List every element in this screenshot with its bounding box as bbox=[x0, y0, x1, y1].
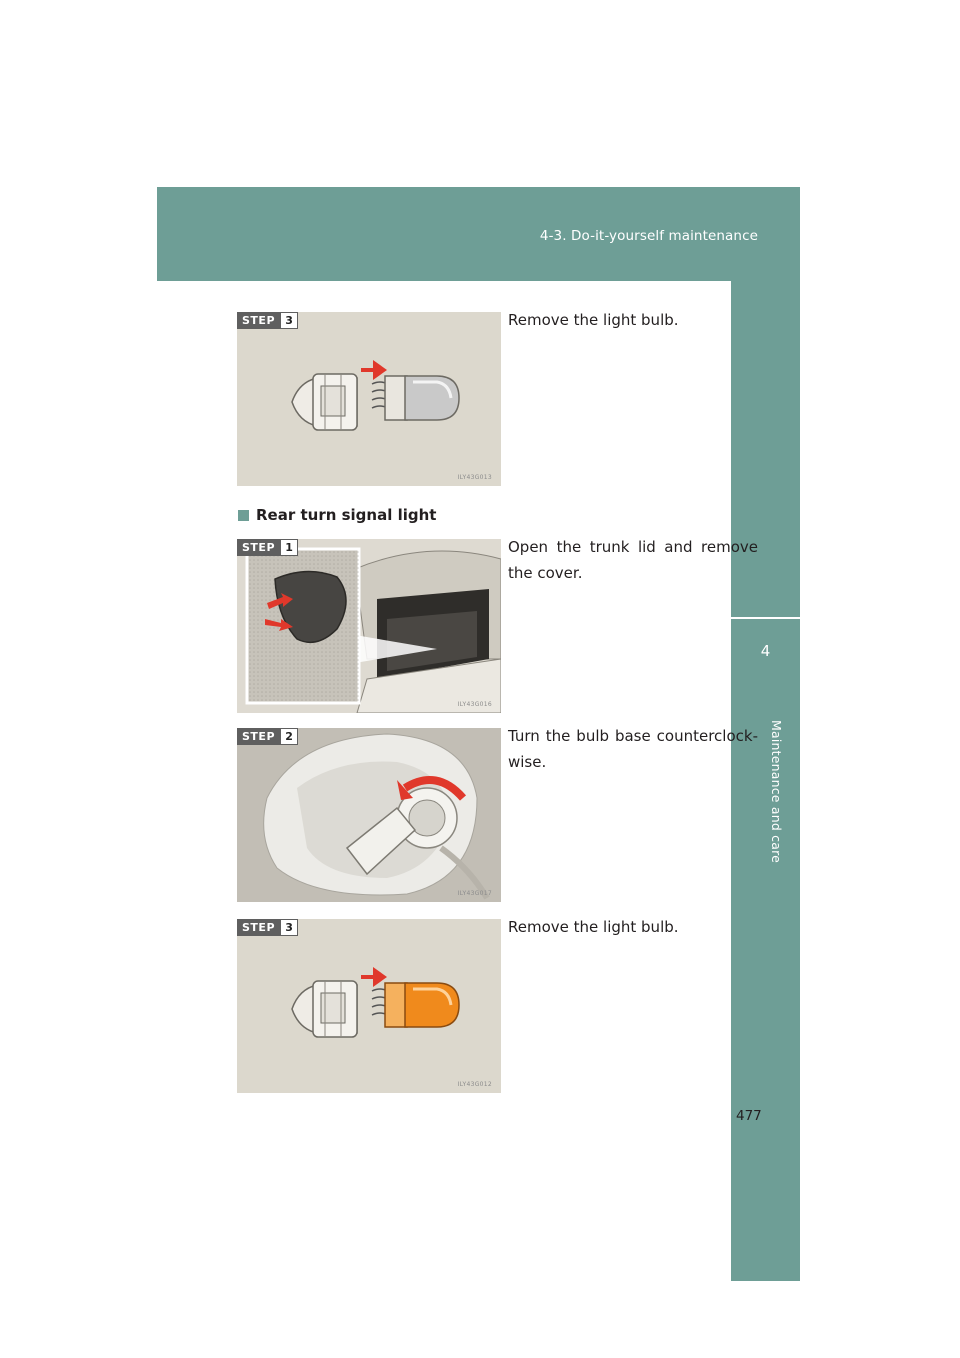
section-title: 4-3. Do-it-yourself maintenance bbox=[539, 228, 758, 244]
trunk-illustration bbox=[237, 539, 501, 713]
page-header bbox=[157, 187, 800, 281]
figure-code: ILY43G016 bbox=[457, 701, 492, 708]
chapter-title: Maintenance and care bbox=[769, 720, 784, 864]
step-number: 2 bbox=[280, 728, 298, 745]
step-badge: STEP 3 bbox=[237, 919, 298, 936]
step-badge: STEP 1 bbox=[237, 539, 298, 556]
side-tab-divider bbox=[731, 617, 800, 619]
figure-code: ILY43G013 bbox=[457, 474, 492, 481]
section-heading bbox=[238, 506, 436, 524]
step-instruction: Open the trunk lid and remove the cover. bbox=[508, 538, 758, 582]
step-number: 3 bbox=[280, 919, 298, 936]
step-instruction: Remove the light bulb. bbox=[508, 311, 679, 329]
step-badge: STEP 3 bbox=[237, 312, 298, 329]
figure-trunk-cover bbox=[237, 539, 501, 713]
page-number: 477 bbox=[736, 1108, 762, 1124]
figure-code: ILY43G012 bbox=[457, 1081, 492, 1088]
step-number: 1 bbox=[280, 539, 298, 556]
figure-code: ILY43G017 bbox=[457, 890, 492, 897]
step-instruction: Turn the bulb base counterclock-wise. bbox=[508, 727, 758, 771]
chapter-side-tab bbox=[731, 281, 800, 1281]
bulb-illustration bbox=[237, 312, 501, 486]
step-number: 3 bbox=[280, 312, 298, 329]
section-heading-text: Rear turn signal light bbox=[256, 506, 437, 524]
step-instruction: Remove the light bulb. bbox=[508, 918, 679, 936]
figure-bulb-base-turn bbox=[237, 728, 501, 902]
figure-clear-bulb-removal bbox=[237, 312, 501, 486]
step-badge: STEP 2 bbox=[237, 728, 298, 745]
figure-amber-bulb-removal bbox=[237, 919, 501, 1093]
chapter-number: 4 bbox=[760, 642, 771, 660]
square-bullet-icon bbox=[238, 510, 249, 521]
amber-bulb-illustration bbox=[237, 919, 501, 1093]
bulb-base-illustration bbox=[237, 728, 501, 902]
